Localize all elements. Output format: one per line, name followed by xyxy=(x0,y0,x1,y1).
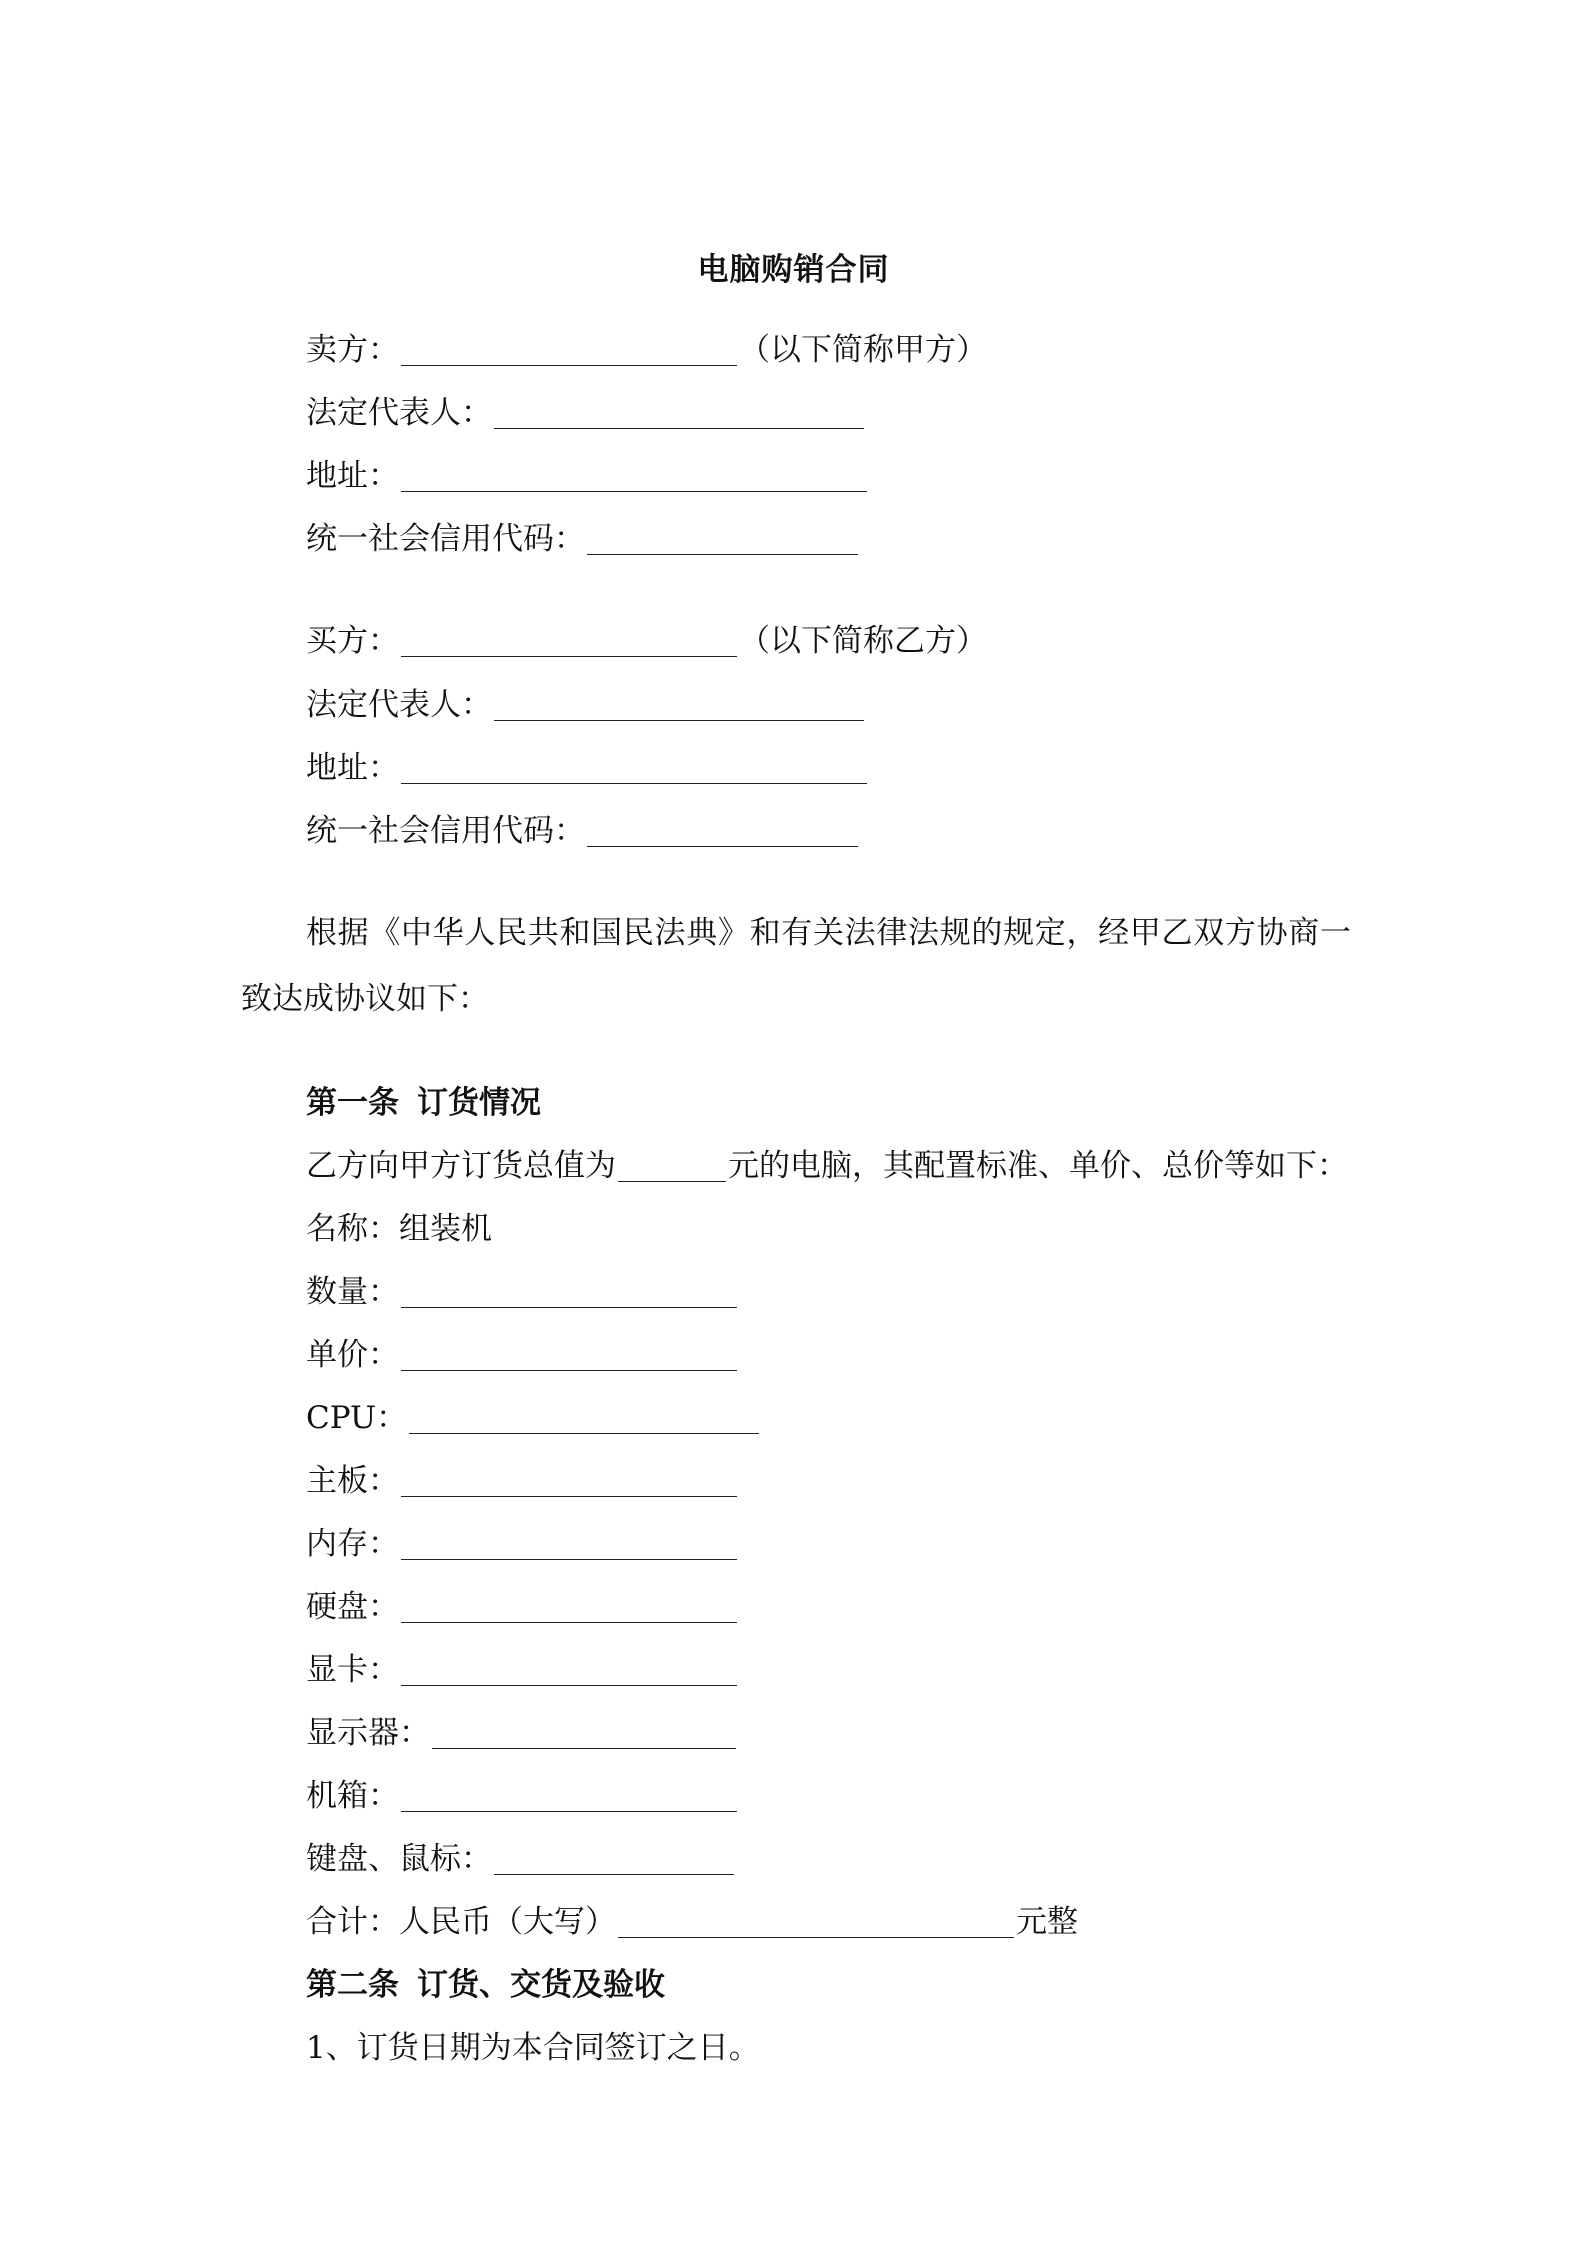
spec-field-unit-price[interactable] xyxy=(401,1340,737,1371)
seller-code-field[interactable] xyxy=(587,524,858,555)
spec-field-motherboard[interactable] xyxy=(401,1466,737,1497)
seller-code-label: 统一社会信用代码： xyxy=(306,521,585,557)
spec-label-quantity: 数量： xyxy=(306,1274,399,1310)
clause-1-line xyxy=(306,2028,760,2068)
spec-line-case xyxy=(306,1776,739,1816)
spec-line-quantity xyxy=(306,1272,739,1312)
intro-paragraph: 根据《中华人民共和国民法典》和有关法律法规的规定，经甲乙双方协商一致达成协议如下： xyxy=(241,915,1351,1017)
spec-label-cpu: CPU： xyxy=(306,1400,408,1436)
clause-1-text: 1、订货日期为本合同签订之日。 xyxy=(306,2030,760,2066)
spec-label-keyboard-mouse: 键盘、鼠标： xyxy=(306,1841,492,1877)
spec-field-cpu[interactable] xyxy=(409,1403,759,1434)
article1-number: 第一条 xyxy=(306,1085,399,1121)
buyer-rep-field[interactable] xyxy=(494,690,864,721)
spec-line-motherboard xyxy=(306,1461,739,1501)
seller-alias-note: （以下简称甲方） xyxy=(739,332,987,368)
seller-address-field[interactable] xyxy=(401,461,867,492)
article1-heading xyxy=(306,1083,541,1123)
seller-address-label: 地址： xyxy=(306,458,399,494)
total-amount-field[interactable] xyxy=(618,1907,1014,1938)
seller-rep-label: 法定代表人： xyxy=(306,395,492,431)
spec-label-monitor: 显示器： xyxy=(306,1715,430,1751)
product-name-line xyxy=(306,1209,492,1249)
spec-line-memory xyxy=(306,1524,739,1564)
total-prefix: 合计：人民币（大写） xyxy=(306,1904,616,1940)
buyer-address-field[interactable] xyxy=(401,753,867,784)
spec-label-graphics-card: 显卡： xyxy=(306,1652,399,1688)
spec-field-case[interactable] xyxy=(401,1781,737,1812)
buyer-label: 买方： xyxy=(306,623,399,659)
order-value-prefix: 乙方向甲方订货总值为 xyxy=(306,1148,616,1184)
buyer-address-line xyxy=(306,748,869,788)
article2-heading xyxy=(306,1965,665,2005)
seller-code-line xyxy=(306,519,860,559)
buyer-code-field[interactable] xyxy=(587,816,858,847)
seller-name-field[interactable] xyxy=(401,335,737,366)
spec-label-memory: 内存： xyxy=(306,1526,399,1562)
buyer-rep-label: 法定代表人： xyxy=(306,687,492,723)
spec-field-hard-disk[interactable] xyxy=(401,1592,737,1623)
spec-line-cpu xyxy=(306,1398,761,1438)
spec-line-monitor xyxy=(306,1713,738,1753)
order-value-line xyxy=(306,1146,1348,1186)
buyer-name-field[interactable] xyxy=(401,626,737,657)
product-name-text: 名称：组装机 xyxy=(306,1211,492,1247)
document-title: 电脑购销合同 xyxy=(697,252,890,288)
spec-line-unit-price xyxy=(306,1335,739,1375)
seller-name-line xyxy=(306,330,987,370)
spec-field-keyboard-mouse[interactable] xyxy=(494,1844,734,1875)
spec-line-hard-disk xyxy=(306,1587,739,1627)
spec-line-graphics-card xyxy=(306,1650,739,1690)
buyer-address-label: 地址： xyxy=(306,750,399,786)
article2-title: 订货、交货及验收 xyxy=(417,1967,665,2003)
spec-label-hard-disk: 硬盘： xyxy=(306,1589,399,1625)
seller-address-line xyxy=(306,456,869,496)
buyer-alias-note: （以下简称乙方） xyxy=(739,623,987,659)
spec-line-keyboard-mouse xyxy=(306,1839,736,1879)
spec-label-motherboard: 主板： xyxy=(306,1463,399,1499)
spec-field-quantity[interactable] xyxy=(401,1277,737,1308)
total-line xyxy=(306,1902,1078,1942)
article2-number: 第二条 xyxy=(306,1967,399,2003)
spec-label-unit-price: 单价： xyxy=(306,1337,399,1373)
seller-rep-line xyxy=(306,393,866,433)
total-suffix: 元整 xyxy=(1016,1904,1078,1940)
buyer-code-line xyxy=(306,811,860,851)
order-value-field[interactable] xyxy=(618,1151,726,1182)
seller-label: 卖方： xyxy=(306,332,399,368)
seller-rep-field[interactable] xyxy=(494,398,864,429)
article1-title: 订货情况 xyxy=(417,1085,541,1121)
buyer-code-label: 统一社会信用代码： xyxy=(306,813,585,849)
order-value-suffix: 元的电脑，其配置标准、单价、总价等如下： xyxy=(728,1148,1348,1184)
spec-field-memory[interactable] xyxy=(401,1529,737,1560)
spec-label-case: 机箱： xyxy=(306,1778,399,1814)
spec-field-monitor[interactable] xyxy=(432,1718,736,1749)
spec-field-graphics-card[interactable] xyxy=(401,1655,737,1686)
buyer-rep-line xyxy=(306,685,866,725)
buyer-name-line xyxy=(306,621,987,661)
